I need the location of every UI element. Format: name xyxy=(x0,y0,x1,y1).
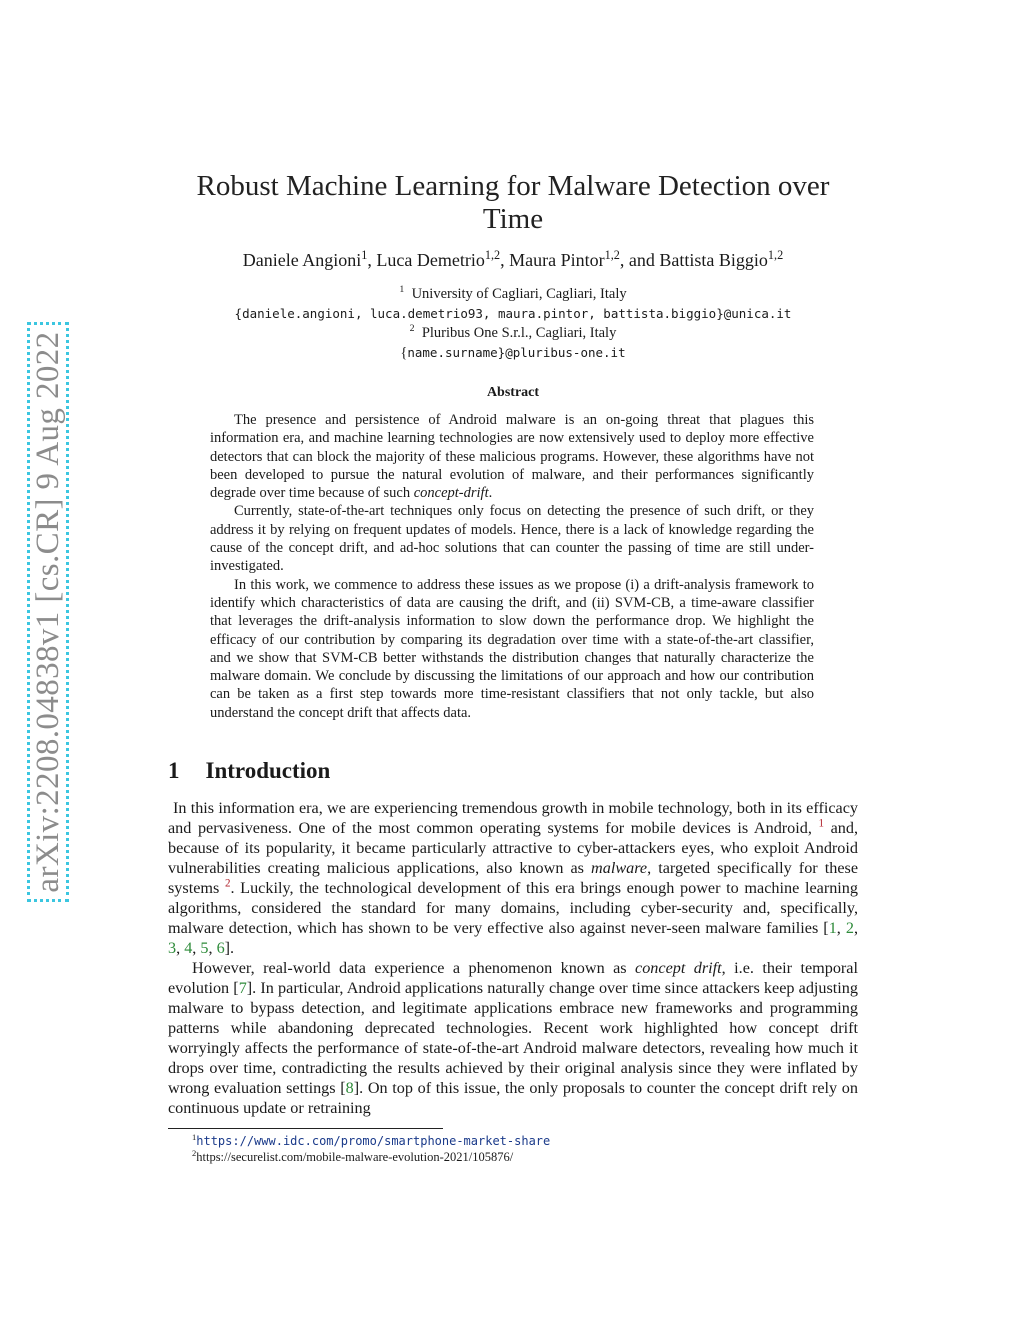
abstract-body xyxy=(210,411,814,722)
citation-link[interactable]: 8 xyxy=(345,1079,354,1098)
citation-link[interactable]: 4 xyxy=(184,939,193,958)
abstract-text: The presence and persistence of Android malware is an on-going threat that plagues this information era, and machine learning technologies are now extensively used to deploy more effective detectors that can block the majority of these malicious programs. However, these algorithms have not been developed to pursue the natural evolution of malware, and their performances significantly degrade over time because of such xyxy=(210,412,814,502)
section-number: 1 xyxy=(168,758,180,784)
author-separator: , xyxy=(367,250,377,270)
citation-link[interactable]: 5 xyxy=(200,939,209,958)
intro-emphasis: concept drift xyxy=(635,959,722,978)
footnote-url[interactable]: https://securelist.com/mobile-malware-evolution-2021/105876/ xyxy=(196,1149,514,1164)
intro-text: ]. On top of this issue, the only proposals to counter the concept drift rely on continuous update or retraining xyxy=(168,1079,858,1118)
footnote-ref[interactable]: 1 xyxy=(818,817,824,830)
intro-paragraph: In this information era, we are experiencing tremendous growth in mobile technology, both in its efficacy and pervasiveness. One of the most common operating systems for mobile devices is Android, $^1$ and, because of its popularity, it became particularly attractive to cyber-attackers eyes, who exploit Android vulnerabilities creating malicious applications, also known as malware, targeted specifically for these systems $^2$. Luckily, the technological development of this era brings enough power to machine learning algorithms, considered the standard for many domains, including cyber-security and, specifically, malware detection, which has shown to be very effective also against never-seen malware families [1, 2, 3, 4, 5, 6]. xyxy=(168,799,859,958)
abstract-emphasis: concept-drift xyxy=(413,485,489,502)
affiliation-1 xyxy=(168,285,858,304)
affiliation-number: 2 xyxy=(409,323,415,335)
section-title: Introduction xyxy=(205,758,331,784)
citation-link[interactable]: 3 xyxy=(168,939,177,958)
footnotes xyxy=(192,1131,858,1165)
footnote-number: 1 xyxy=(192,1131,197,1142)
email-list[interactable]: {daniele.angioni, luca.demetrio93, maura.pintor, battista.biggio}@unica.it xyxy=(234,306,792,321)
affiliation-name: University of Cagliari, Cagliari, Italy xyxy=(411,286,627,302)
citation-link[interactable]: 7 xyxy=(238,979,247,998)
footnote-divider xyxy=(168,1128,443,1129)
paper-page xyxy=(168,170,858,1165)
affiliation-name: Pluribus One S.r.l., Cagliari, Italy xyxy=(421,325,617,341)
intro-text: In this information era, we are experiencing tremendous growth in mobile technology, both in its efficacy and pervasiveness. One of the most common operating systems for mobile devices is Android, xyxy=(168,799,858,838)
email-domain[interactable]: }@pluribus-one.it xyxy=(497,345,626,360)
author-name: Daniele Angioni xyxy=(242,250,362,270)
footnote-url[interactable]: https://www.idc.com/promo/smartphone-market-share xyxy=(196,1134,551,1149)
footnote-2 xyxy=(192,1147,858,1166)
footnote-1 xyxy=(192,1131,858,1150)
intro-text: . Luckily, the technological development of this era brings enough power to machine learning algorithms, considered the standard for many domains, including cyber-security and, specifically, malware detection, which has shown to be very effective also against never-seen malware families [ xyxy=(168,879,858,938)
footnote-ref[interactable]: 2 xyxy=(224,877,231,890)
author-list xyxy=(168,250,858,271)
intro-paragraph xyxy=(168,958,858,1118)
intro-text: However, real-world data experience a phenomenon known as xyxy=(192,959,636,978)
brace: { xyxy=(400,345,408,361)
intro-text: and, because of its popularity, it became particularly attractive to cyber-attackers eyes, who exploit Android vulnerabilities creating malicious applications, also known as xyxy=(168,819,859,878)
abstract-text: . xyxy=(488,485,493,502)
abstract-paragraph xyxy=(210,411,814,502)
abstract-heading: Abstract xyxy=(486,385,540,400)
citation-link[interactable]: 2 xyxy=(845,919,854,938)
affiliation-number: 1 xyxy=(399,284,405,296)
author-affil-sup: 1,2 xyxy=(484,248,501,262)
author-name: Maura Pintor xyxy=(509,250,605,270)
author-name: Battista Biggio xyxy=(659,250,768,270)
paper-title: Robust Machine Learning for Malware Detection over Time xyxy=(196,170,830,235)
affiliation-2 xyxy=(168,324,858,343)
author-separator: , xyxy=(500,250,510,270)
footnote-number: 2 xyxy=(192,1147,197,1158)
introduction-body xyxy=(168,798,858,1118)
author-affil-sup: 1,2 xyxy=(767,248,784,262)
citation-link[interactable]: 1 xyxy=(828,919,837,938)
abstract-paragraph: Currently, state-of-the-art techniques only focus on detecting the presence of such drift, or they address it by relying on frequent updates of models. Hence, there is a lack of knowledge regarding the cause of the concept drift, and ad-hoc solutions that can counter the passing of time are still under-investigated. xyxy=(210,503,814,575)
arxiv-stamp-box xyxy=(27,322,69,902)
intro-text: ]. In particular, Android applications naturally change over time since attackers keep adjusting malware to bypass detection, and legitimate applications embrace new frameworks and programming patterns while abandoning deprecated technologies. Recent work highlighted how concept drift worryingly affects the performance of state-of-the-art Android malware detectors, revealing how much it drops over time, contradicting the results achieved by their original analysis since they were inflated by wrong evaluation settings [ xyxy=(168,979,858,1098)
author-affil-sup: 1,2 xyxy=(604,248,620,262)
affiliation-1-emails xyxy=(168,304,858,324)
affiliations xyxy=(168,285,858,363)
author-affil-sup: 1 xyxy=(361,248,368,262)
author-name: Luca Demetrio xyxy=(376,250,485,270)
intro-emphasis: malware xyxy=(591,859,648,878)
intro-text: ]. xyxy=(224,939,235,958)
affiliation-2-email xyxy=(168,343,858,363)
arxiv-identifier[interactable]: arXiv:2208.04838v1 [cs.CR] 9 Aug 2022 xyxy=(29,331,66,893)
section-heading xyxy=(168,758,858,784)
intro-text: , i.e. their temporal evolution [ xyxy=(168,959,858,998)
author-separator: , and xyxy=(619,250,660,270)
email-user[interactable]: name.surname xyxy=(407,345,498,360)
citation-link[interactable]: 6 xyxy=(216,939,225,958)
intro-text: , targeted specifically for these systems xyxy=(168,859,859,898)
abstract-paragraph: In this work, we commence to address these issues as we propose (i) a drift-analysis framework to identify which characteristics of data are causing the drift, and (ii) SVM-CB, a time-aware classifier that leverages the drift-analysis information to slow down the performance drop. We highlight the efficacy of our contribution by comparing its degradation over time with a state-of-the-art classifier, and we show that SVM-CB better withstands the distribution changes that naturally characterize the malware domain. We conclude by discussing the limitations of our approach and how our contribution can be taken as a first step towards more time-resistant classifiers that not only tackle, but also understand the concept drift that affects data. xyxy=(210,576,814,721)
